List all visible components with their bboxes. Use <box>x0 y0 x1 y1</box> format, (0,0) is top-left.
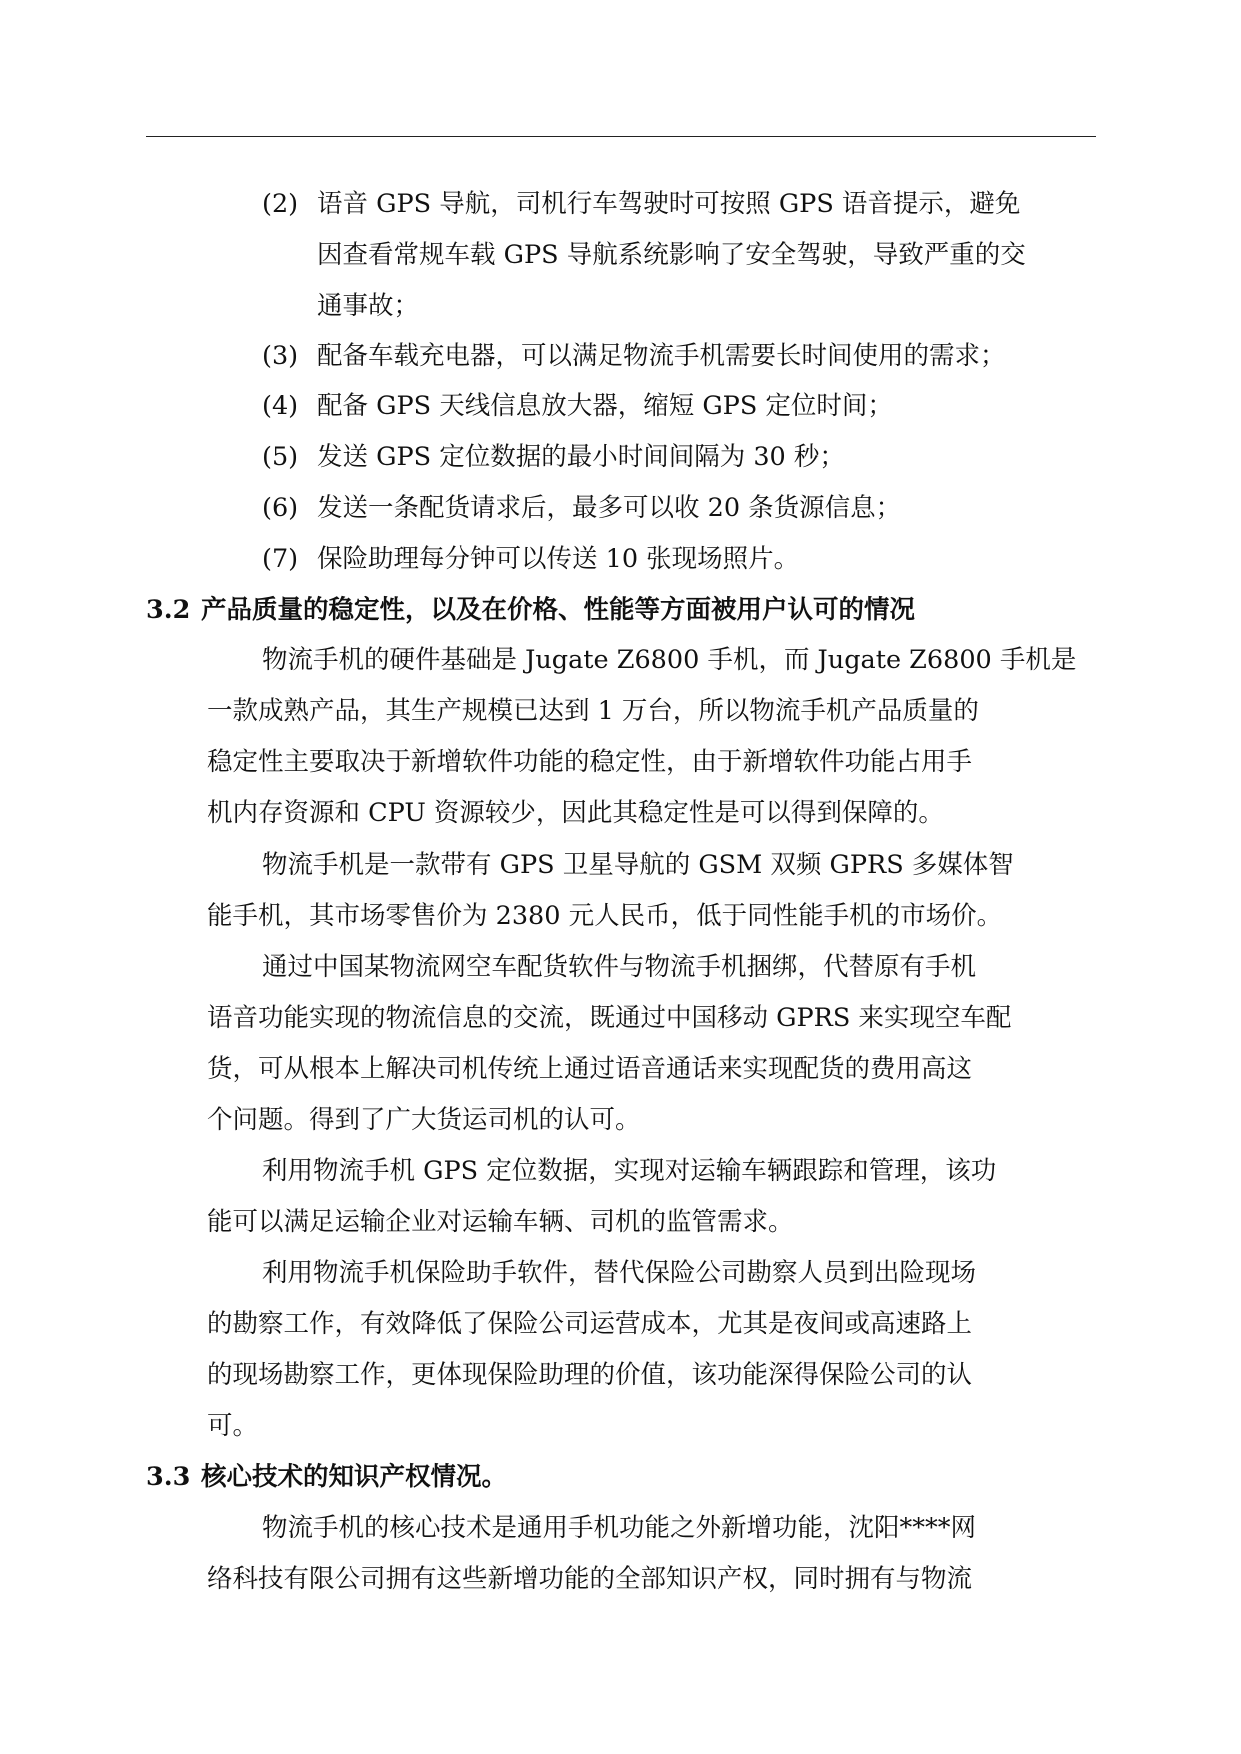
paragraph-line: 个问题。得到了广大货运司机的认可。 <box>207 1105 641 1135</box>
paragraph-line: 一款成熟产品，其生产规模已达到 1 万台，所以物流手机产品质量的 <box>207 696 979 726</box>
paragraph-line: 利用物流手机保险助手软件，替代保险公司勘察人员到出险现场 <box>262 1258 977 1288</box>
list-item-number: (5) <box>262 442 299 472</box>
section-number: 3.3 <box>146 1462 191 1492</box>
section-title: 产品质量的稳定性，以及在价格、性能等方面被用户认可的情况 <box>201 595 916 625</box>
list-item-number: (4) <box>262 391 299 421</box>
section-number: 3.2 <box>146 595 191 625</box>
list-item-text: 发送 GPS 定位数据的最小时间间隔为 30 秒； <box>317 442 845 472</box>
paragraph-line: 物流手机的硬件基础是 Jugate Z6800 手机，而 Jugate Z6800 手机是 <box>262 645 1077 675</box>
paragraph-line: 能可以满足运输企业对运输车辆、司机的监管需求。 <box>207 1207 794 1237</box>
list-item-number: (7) <box>262 544 299 574</box>
paragraph-line: 语音功能实现的物流信息的交流，既通过中国移动 GPRS 来实现空车配 <box>207 1003 1012 1033</box>
paragraph-line: 络科技有限公司拥有这些新增功能的全部知识产权，同时拥有与物流 <box>207 1564 973 1594</box>
list-item-text: 保险助理每分钟可以传送 10 张现场照片。 <box>317 544 800 574</box>
paragraph-line: 利用物流手机 GPS 定位数据，实现对运输车辆跟踪和管理，该功 <box>262 1156 997 1186</box>
paragraph-line: 物流手机是一款带有 GPS 卫星导航的 GSM 双频 GPRS 多媒体智 <box>262 850 1014 880</box>
paragraph-line: 的现场勘察工作，更体现保险助理的价值，该功能深得保险公司的认 <box>207 1360 973 1390</box>
paragraph-line: 稳定性主要取决于新增软件功能的稳定性，由于新增软件功能占用手 <box>207 747 973 777</box>
list-item-text: 发送一条配货请求后，最多可以收 20 条货源信息； <box>317 493 902 523</box>
paragraph-line: 的勘察工作，有效降低了保险公司运营成本，尤其是夜间或高速路上 <box>207 1309 973 1339</box>
paragraph-line: 机内存资源和 CPU 资源较少，因此其稳定性是可以得到保障的。 <box>207 798 944 828</box>
list-item-number: (6) <box>262 493 299 523</box>
list-item-text: 通事故； <box>317 291 420 321</box>
paragraph-line: 物流手机的核心技术是通用手机功能之外新增功能，沈阳****网 <box>262 1513 977 1543</box>
list-item-text: 配备 GPS 天线信息放大器，缩短 GPS 定位时间； <box>317 391 893 421</box>
paragraph-line: 通过中国某物流网空车配货软件与物流手机捆绑，代替原有手机 <box>262 952 977 982</box>
list-item-number: (3) <box>262 341 299 371</box>
header-rule <box>146 136 1096 137</box>
list-item-text: 因查看常规车载 GPS 导航系统影响了安全驾驶，导致严重的交 <box>317 240 1026 270</box>
paragraph-line: 能手机，其市场零售价为 2380 元人民币，低于同性能手机的市场价。 <box>207 901 1003 931</box>
list-item-number: (2) <box>262 189 299 219</box>
section-title: 核心技术的知识产权情况。 <box>201 1462 508 1492</box>
list-item-text: 配备车载充电器，可以满足物流手机需要长时间使用的需求； <box>317 341 1006 371</box>
paragraph-line: 货，可从根本上解决司机传统上通过语音通话来实现配货的费用高这 <box>207 1054 973 1084</box>
list-item-text: 语音 GPS 导航，司机行车驾驶时可按照 GPS 语音提示，避免 <box>317 189 1021 219</box>
paragraph-line: 可。 <box>207 1411 259 1441</box>
